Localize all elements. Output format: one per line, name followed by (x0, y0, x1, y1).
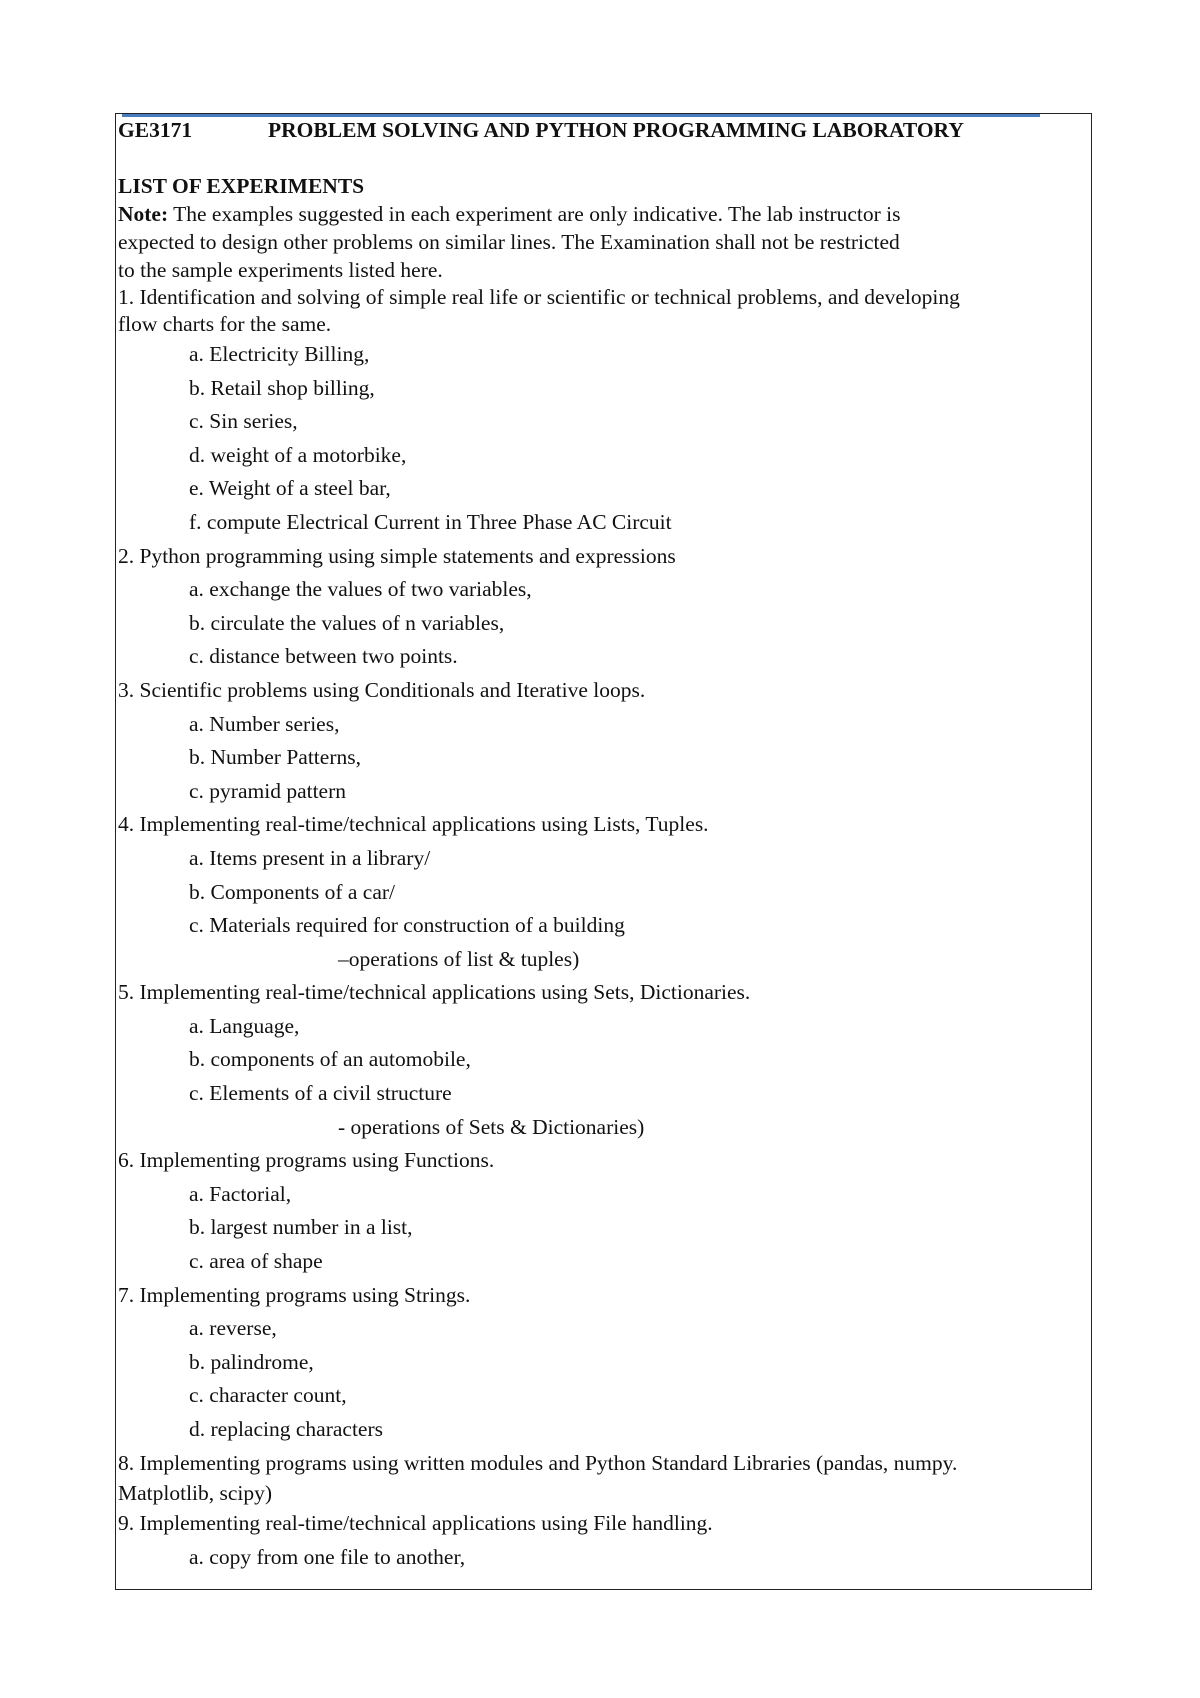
course-header (118, 116, 1086, 144)
course-title: PROBLEM SOLVING AND PYTHON PROGRAMMING LABORATORY (268, 118, 964, 142)
sub-item: c. Materials required for construction of a building (189, 913, 625, 938)
experiment-3 (118, 674, 1086, 808)
sub-item: d. weight of a motorbike, (189, 442, 407, 467)
experiment-8 (118, 1447, 1086, 1508)
experiment-title: 7. Implementing programs using Strings. (118, 1282, 471, 1307)
sub-item: c. distance between two points. (189, 644, 458, 669)
experiment-5 (118, 976, 1086, 1144)
sub-item: b. palindrome, (189, 1349, 314, 1374)
sub-item: b. Retail shop billing, (189, 375, 375, 400)
experiment-title: 5. Implementing real-time/technical applications using Sets, Dictionaries. (118, 980, 751, 1005)
experiment-9 (118, 1507, 1086, 1574)
experiment-title: 4. Implementing real-time/technical applications using Lists, Tuples. (118, 812, 709, 837)
course-code: GE3171 (118, 118, 193, 142)
sub-item: b. components of an automobile, (189, 1047, 471, 1072)
spacer (118, 144, 1086, 172)
sub-item: b. circulate the values of n variables, (189, 610, 505, 635)
sub-item: a. copy from one file to another, (189, 1544, 466, 1569)
note-label: Note: (118, 202, 169, 226)
sub-item: e. Weight of a steel bar, (189, 476, 391, 501)
sub-item: c. Elements of a civil structure (189, 1081, 452, 1106)
sub-item: a. Factorial, (189, 1181, 292, 1206)
experiment-title-cont: Matplotlib, scipy) (118, 1481, 273, 1506)
experiment-title: 6. Implementing programs using Functions. (118, 1148, 495, 1173)
note-line-3: to the sample experiments listed here. (118, 258, 443, 282)
sub-item: c. character count, (189, 1383, 347, 1408)
experiment-title: 9. Implementing real-time/technical applications using File handling. (118, 1511, 713, 1536)
experiment-2 (118, 540, 1086, 674)
experiment-title: 2. Python programming using simple statements and expressions (118, 543, 676, 568)
experiment-6 (118, 1144, 1086, 1278)
sub-item: a. Number series, (189, 711, 340, 736)
sub-item: a. exchange the values of two variables, (189, 577, 532, 602)
sub-item: c. Sin series, (189, 409, 298, 434)
sub-item: a. reverse, (189, 1316, 277, 1341)
experiment-title: 1. Identification and solving of simple real life or scientific or technical problems, and developing (118, 285, 960, 309)
experiment-title: 3. Scientific problems using Conditionals and Iterative loops. (118, 677, 646, 702)
sub-item-continuation: –operations of list & tuples) (338, 946, 580, 971)
sub-item: b. Components of a car/ (189, 879, 395, 904)
sub-item: a. Items present in a library/ (189, 845, 431, 870)
note-line-2: expected to design other problems on similar lines. The Examination shall not be restricted (118, 230, 900, 254)
sub-item: c. pyramid pattern (189, 778, 347, 803)
experiment-title: 8. Implementing programs using written modules and Python Standard Libraries (pandas, numpy. (118, 1450, 958, 1475)
sub-item: b. Number Patterns, (189, 745, 361, 770)
experiment-1 (118, 284, 1086, 540)
note-text-1: The examples suggested in each experiment are only indicative. The lab instructor is (168, 202, 901, 226)
sub-item: c. area of shape (189, 1249, 323, 1274)
sub-item-continuation: - operations of Sets & Dictionaries) (338, 1114, 645, 1139)
sub-item: a. Electricity Billing, (189, 342, 370, 366)
experiment-7 (118, 1279, 1086, 1447)
experiment-4 (118, 808, 1086, 976)
sub-item: b. largest number in a list, (189, 1215, 413, 1240)
list-heading: LIST OF EXPERIMENTS (118, 174, 365, 198)
sub-item: a. Language, (189, 1013, 300, 1038)
document-content (118, 116, 1086, 1574)
sub-item: f. compute Electrical Current in Three Phase AC Circuit (189, 509, 672, 534)
sub-item: d. replacing characters (189, 1417, 383, 1441)
note-line-1 (118, 200, 1086, 228)
experiment-title-cont: flow charts for the same. (118, 312, 332, 336)
